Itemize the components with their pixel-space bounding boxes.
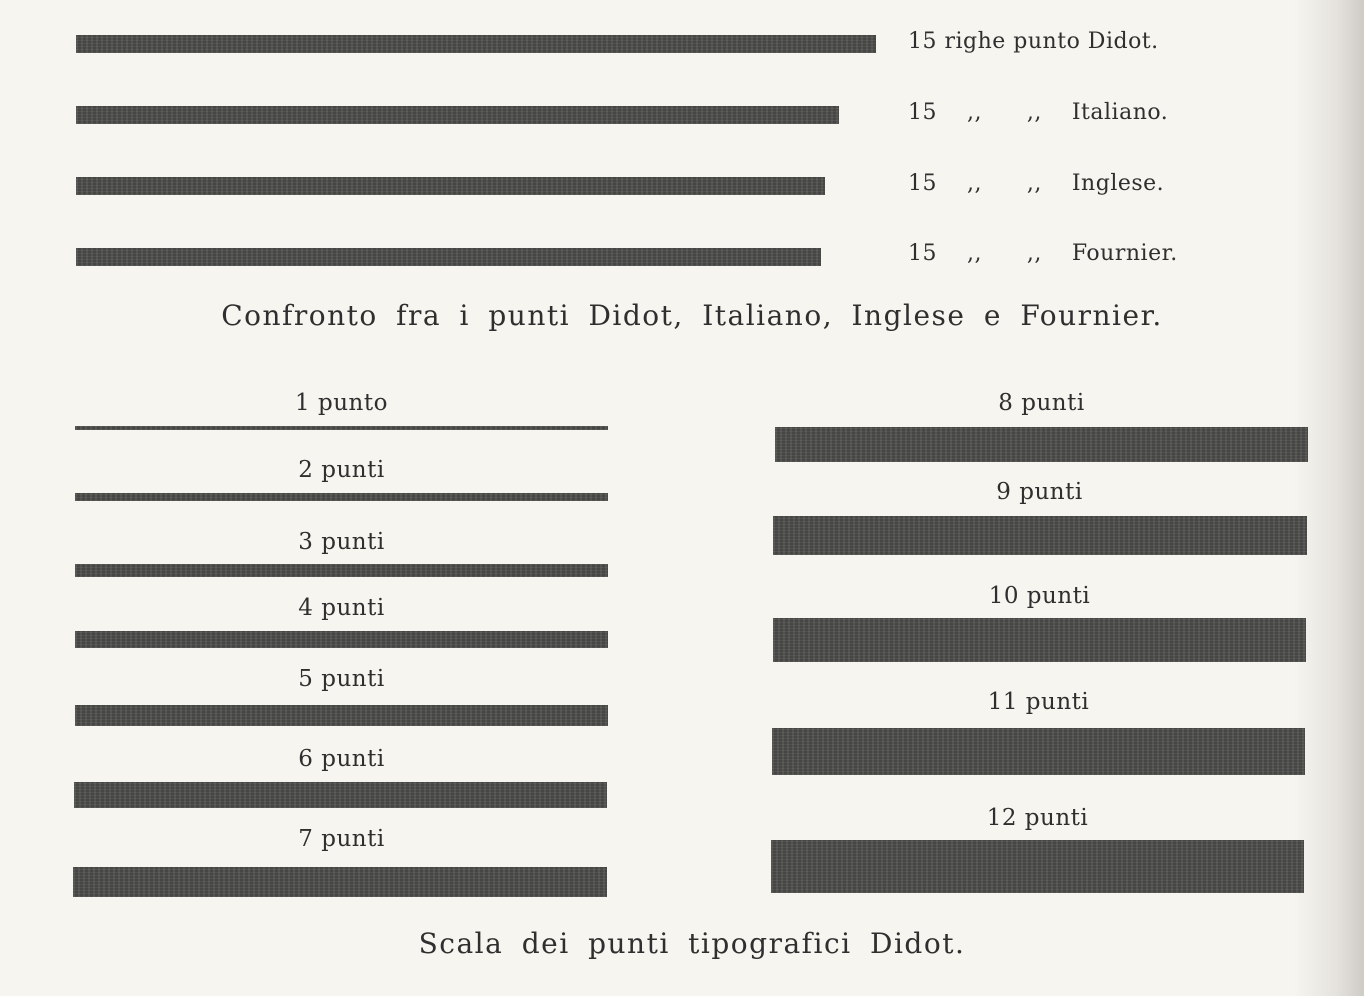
scale-label-3: 3 punti	[298, 529, 385, 555]
scale-label-7: 7 punti	[298, 826, 385, 852]
scale-bar-2	[75, 493, 608, 501]
scale-bar-10	[773, 618, 1306, 662]
comparison-bar-fournier	[76, 248, 821, 266]
scale-bar-3	[75, 564, 608, 577]
comparison-caption: Confronto fra i punti Didot, Italiano, Inglese e Fournier.	[221, 299, 1163, 332]
scale-label-4: 4 punti	[298, 595, 385, 621]
scale-label-6: 6 punti	[298, 746, 385, 772]
scale-bar-7	[73, 867, 607, 897]
scale-label-2: 2 punti	[298, 457, 385, 483]
scale-bar-11	[772, 728, 1305, 775]
comparison-bar-didot	[76, 35, 876, 53]
comparison-label-italiano: 15 ,, ,, Italiano.	[908, 100, 1169, 125]
scale-label-5: 5 punti	[298, 666, 385, 692]
comparison-bar-inglese	[76, 177, 825, 195]
scale-caption: Scala dei punti tipografici Didot.	[418, 927, 966, 960]
comparison-label-fournier: 15 ,, ,, Fournier.	[908, 241, 1178, 266]
scale-label-12: 12 punti	[986, 805, 1089, 831]
scale-label-11: 11 punti	[987, 689, 1090, 715]
scale-label-1: 1 punto	[295, 390, 388, 416]
comparison-label-didot: 15 righe punto Didot.	[908, 29, 1159, 54]
scale-label-8: 8 punti	[998, 390, 1085, 416]
scale-bar-6	[74, 782, 607, 808]
comparison-bar-italiano	[76, 106, 839, 124]
scale-bar-9	[773, 516, 1307, 555]
scale-bar-1	[75, 426, 608, 430]
scale-bar-5	[75, 705, 608, 726]
scale-bar-8	[775, 427, 1308, 462]
scale-bar-12	[771, 840, 1304, 893]
comparison-label-inglese: 15 ,, ,, Inglese.	[908, 171, 1165, 196]
scale-bar-4	[75, 631, 608, 648]
scale-label-10: 10 punti	[988, 583, 1091, 609]
scale-label-9: 9 punti	[996, 479, 1083, 505]
